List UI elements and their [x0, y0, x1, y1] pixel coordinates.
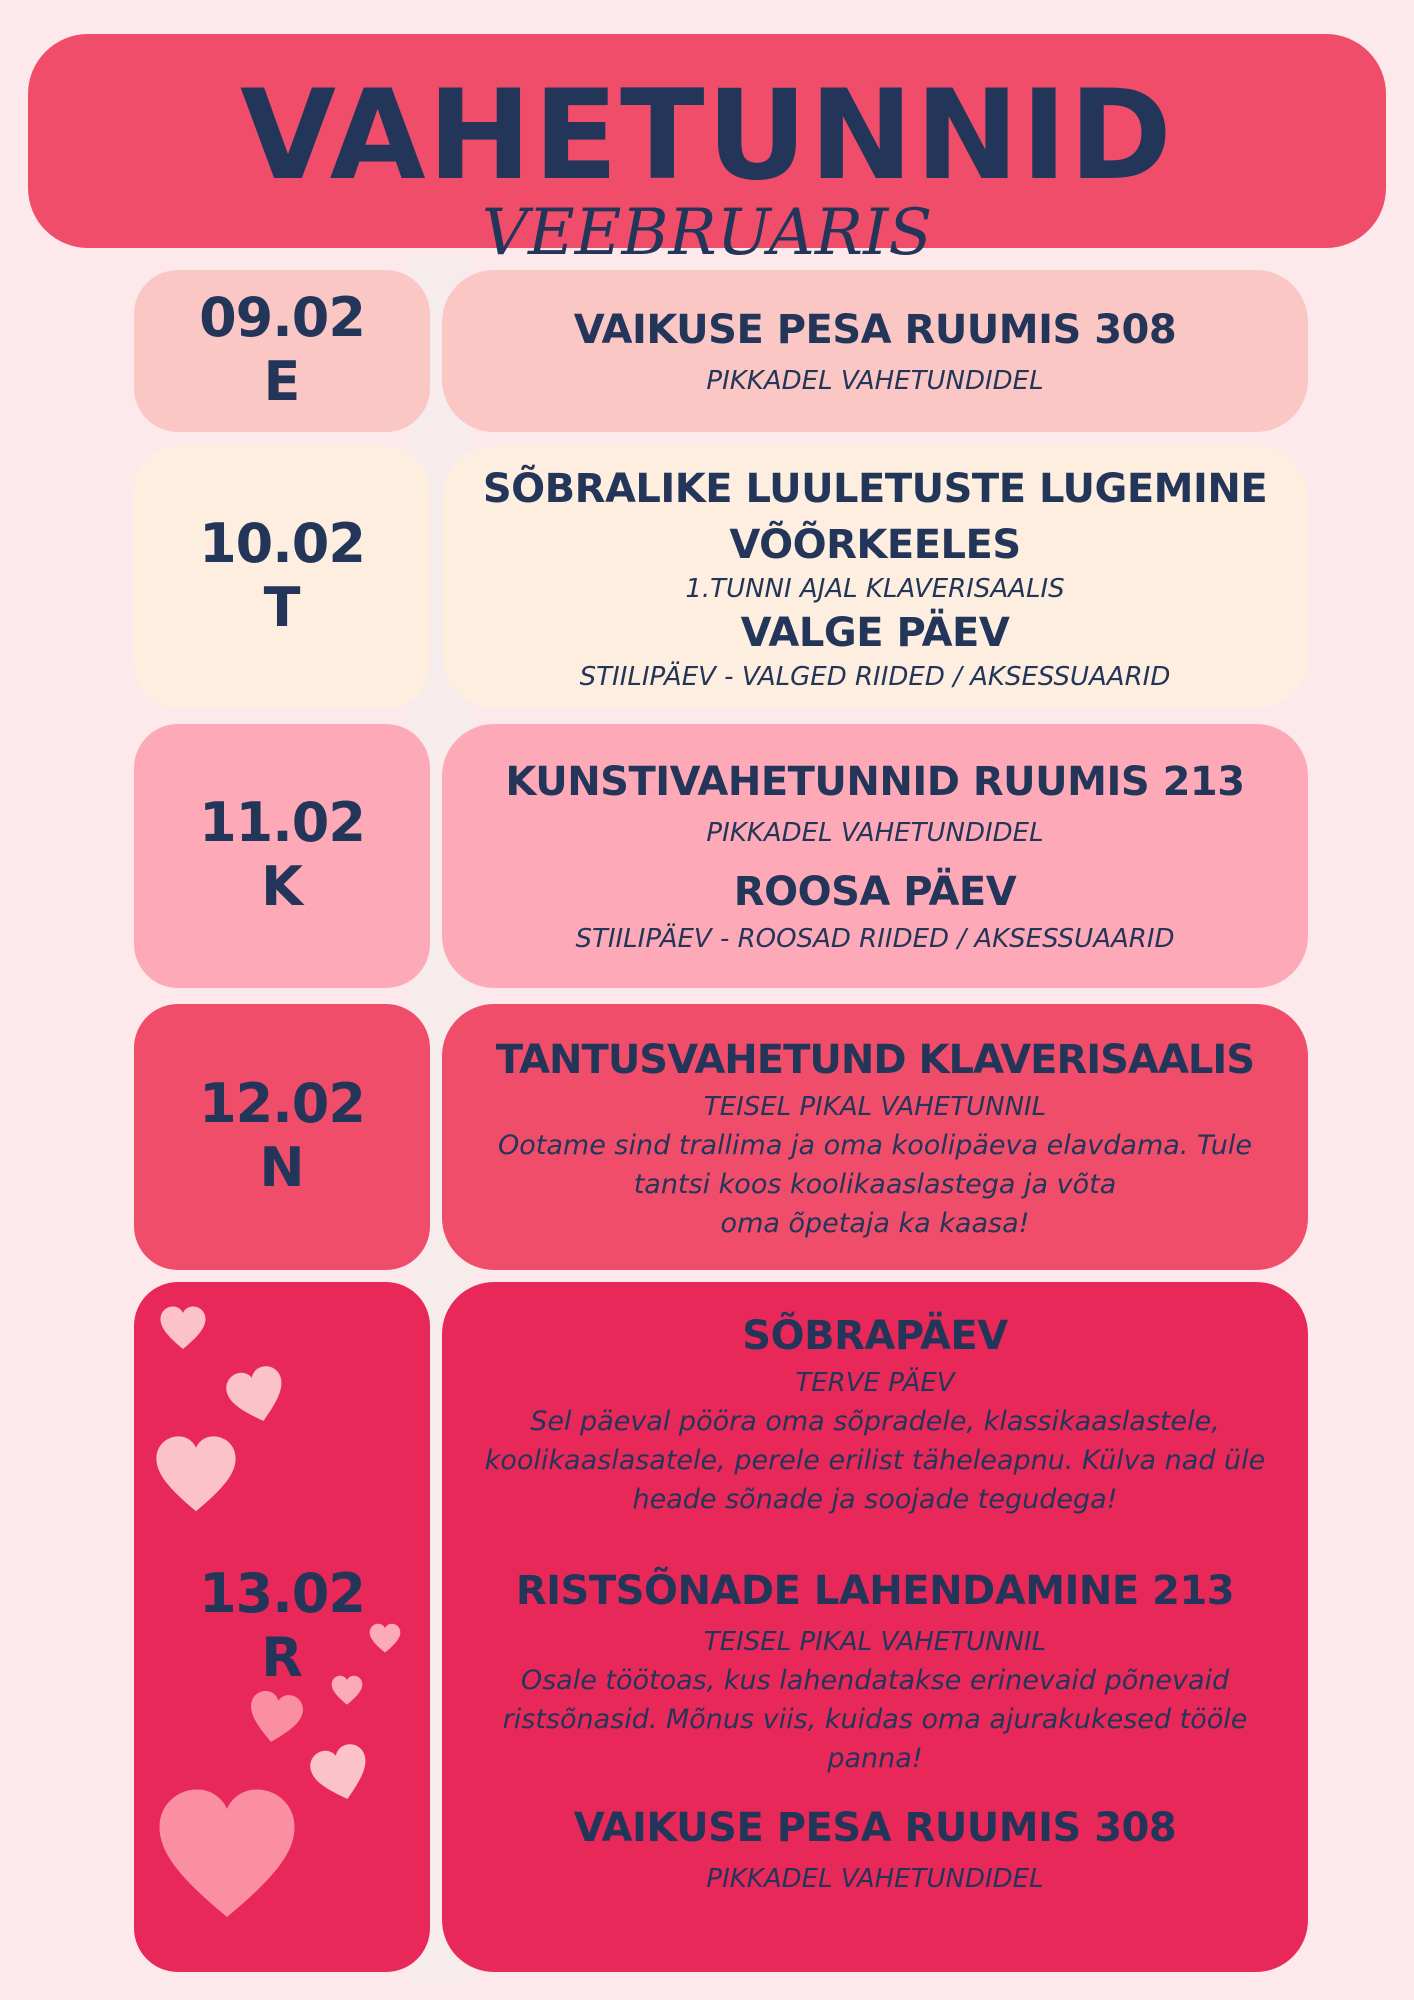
event-card-1202 — [442, 1004, 1308, 1270]
date-card-1002 — [134, 446, 430, 708]
weekday-label: N — [259, 1136, 305, 1199]
event-title: RISTSÕNADE LAHENDAMINE 213 — [515, 1568, 1235, 1614]
event-description: Ootame sind trallima ja oma koolipäeva elavdama. Tule — [498, 1129, 1252, 1161]
event-title: SÕBRALIKE LUULETUSTE LUGEMINE — [482, 466, 1268, 512]
event-description: heade sõnade ja soojade tegudega! — [632, 1484, 1118, 1515]
date-card-1302 — [134, 1282, 430, 1972]
event-title: VAIKUSE PESA RUUMIS 308 — [573, 1805, 1177, 1851]
event-description: tantsi koos koolikaaslastega ja võta — [633, 1168, 1117, 1200]
event-subtitle: STIILIPÄEV - ROOSAD RIIDED / AKSESSUAARID — [575, 924, 1175, 954]
event-subtitle: PIKKADEL VAHETUNDIDEL — [706, 818, 1044, 848]
event-title: VALGE PÄEV — [740, 610, 1010, 656]
event-subtitle: PIKKADEL VAHETUNDIDEL — [706, 366, 1044, 396]
date-card-1202 — [134, 1004, 430, 1270]
event-card-1302 — [442, 1282, 1308, 1972]
event-description: Osale töötoas, kus lahendatakse erinevaid põnevaid — [520, 1665, 1230, 1696]
event-subtitle: STIILIPÄEV - VALGED RIIDED / AKSESSUAARID — [579, 662, 1171, 692]
event-title: TANTUSVAHETUND KLAVERISAALIS — [495, 1036, 1255, 1083]
date-label: 11.02 — [199, 791, 365, 854]
event-subtitle: TERVE PÄEV — [795, 1368, 955, 1398]
event-subtitle: 1.TUNNI AJAL KLAVERISAALIS — [685, 574, 1065, 604]
date-label: 09.02 — [199, 286, 365, 349]
page-title: VAHETUNNID — [240, 64, 1174, 208]
date-card-0902 — [134, 270, 430, 432]
date-card-1102 — [134, 724, 430, 988]
date-label: 12.02 — [199, 1072, 365, 1135]
event-description: Sel päeval pööra oma sõpradele, klassikaaslastele, — [530, 1406, 1220, 1437]
event-description: ristsõnasid. Mõnus viis, kuidas oma ajurakukesed tööle — [502, 1704, 1248, 1735]
event-description: koolikaaslasatele, perele erilist täheleapnu. Külva nad üle — [484, 1445, 1266, 1476]
event-subtitle: TEISEL PIKAL VAHETUNNIL — [703, 1627, 1047, 1657]
event-title: SÕBRAPÄEV — [742, 1313, 1008, 1359]
event-title: VÕÕRKEELES — [729, 522, 1021, 568]
event-title: VAIKUSE PESA RUUMIS 308 — [573, 307, 1177, 353]
date-label: 13.02 — [199, 1562, 365, 1625]
event-card-1102 — [442, 724, 1308, 988]
event-description: oma õpetaja ka kaasa! — [720, 1207, 1030, 1239]
event-card-0902 — [442, 270, 1308, 432]
weekday-label: T — [263, 576, 301, 639]
weekday-label: K — [261, 855, 303, 918]
event-description: panna! — [827, 1743, 923, 1774]
event-title: KUNSTIVAHETUNNID RUUMIS 213 — [505, 759, 1245, 805]
weekday-label: E — [263, 350, 301, 413]
page-subtitle: VEEBRUARIS — [481, 196, 933, 270]
weekday-label: R — [261, 1626, 303, 1689]
date-label: 10.02 — [199, 512, 365, 575]
event-card-1002 — [442, 446, 1308, 708]
event-title: ROOSA PÄEV — [733, 869, 1017, 915]
event-subtitle: TEISEL PIKAL VAHETUNNIL — [703, 1091, 1047, 1122]
event-subtitle: PIKKADEL VAHETUNDIDEL — [706, 1864, 1044, 1894]
header-banner — [28, 34, 1386, 270]
